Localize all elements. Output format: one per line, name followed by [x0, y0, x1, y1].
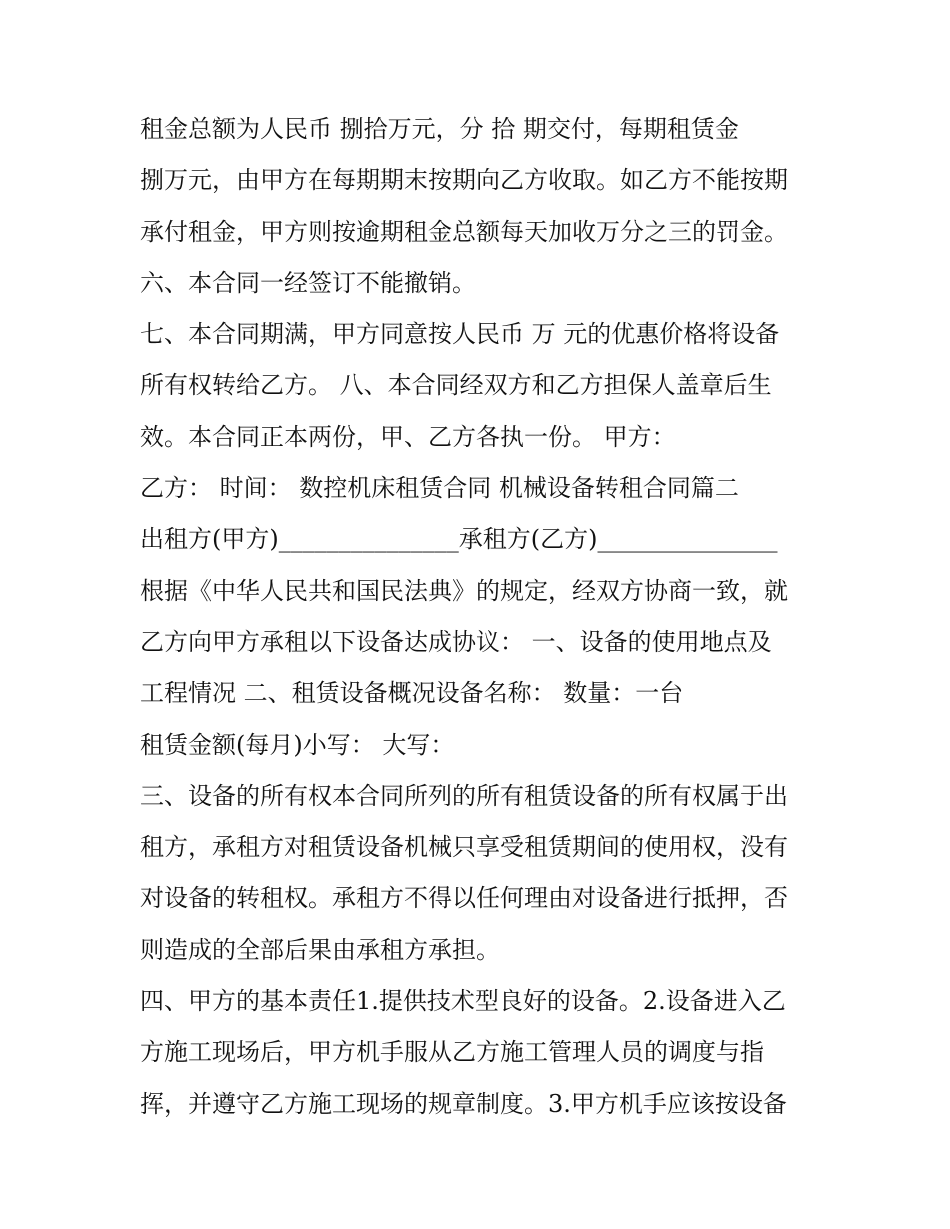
text-line: 方施工现场后，甲方机手服从乙方施工管理人员的调度与指 — [140, 1038, 764, 1067]
document-body — [140, 104, 830, 1130]
text-line: 效。本合同正本两份，甲、乙方各执一份。 甲方： — [140, 422, 676, 451]
text-line: 四、甲方的基本责任1.提供技术型良好的设备。2.设备进入乙 — [140, 987, 786, 1016]
text-line: 挥，并遵守乙方施工现场的规章制度。3.甲方机手应该按设备 — [140, 1089, 787, 1118]
text-line: 租金总额为人民币 捌拾万元，分 拾 期交付，每期租赁金 — [140, 115, 739, 143]
text-line: 租方，承租方对租赁设备机械只享受租赁期间的使用权，没有 — [140, 833, 788, 862]
text-line: 承付租金，甲方则按逾期租金总额每天加收万分之三的罚金。 — [140, 217, 788, 246]
text-line: 工程情况 二、租赁设备概况设备名称： 数量：一台 — [140, 679, 684, 708]
text-line: 根据《中华人民共和国民法典》的规定，经双方协商一致，就 — [140, 576, 788, 605]
text-line: 对设备的转租权。承租方不得以任何理由对设备进行抵押，否 — [140, 884, 788, 913]
text-line: 租赁金额(每月)小写： 大写： — [140, 730, 455, 759]
text-line: 乙方向甲方承租以下设备达成协议： 一、设备的使用地点及 — [140, 627, 772, 656]
text-line: 三、设备的所有权本合同所列的所有租赁设备的所有权属于出 — [140, 781, 788, 810]
text-line: 则造成的全部后果由承租方承担。 — [140, 935, 500, 964]
text-line: 捌万元，由甲方在每期期末按期向乙方收取。如乙方不能按期 — [140, 166, 788, 195]
text-line: 乙方： 时间： 数控机床租赁合同 机械设备转租合同篇二 — [140, 474, 739, 503]
text-line: 七、本合同期满，甲方同意按人民币 万 元的优惠价格将设备 — [140, 320, 780, 349]
text-line: 出租方(甲方)_______________承租方(乙方)_______________ — [140, 525, 778, 554]
text-line: 所有权转给乙方。 八、本合同经双方和乙方担保人盖章后生 — [140, 371, 772, 400]
text-line: 六、本合同一经签订不能撤销。 — [140, 268, 476, 297]
